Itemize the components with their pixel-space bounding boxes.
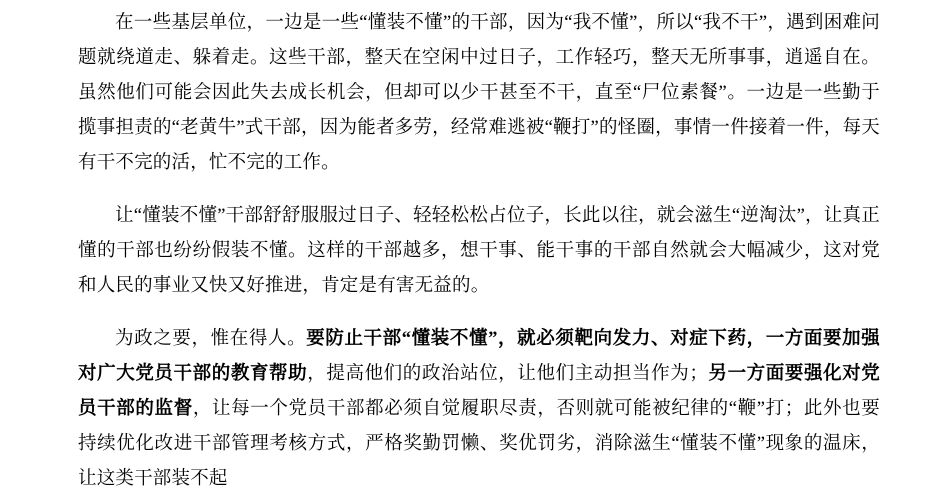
text-run: 让“懂装不懂”干部舒舒服服过日子、轻轻松松占位子，长此以往，就会滋生“逆淘汰”，让真正懂的干部也纷纷假装不懂。这样的干部越多，想干事、能干事的干部自然就会大幅减少，这对党和人民的事业又快又好推进，肯定是有害无益的。 [78, 206, 880, 296]
text-run: ，让每一个党员干部都必须自觉履职尽责，否则就可能被纪律的“鞭”打；此外也要持续优化改进干部管理考核方式，严格奖勤罚懒、奖优罚劣，消除滋生“懂装不懂”现象的温床，让这类干部装不起 [78, 399, 880, 489]
paragraph-2 [78, 199, 880, 304]
text-run: 在一些基层单位，一边是一些“懂装不懂”的干部，因为“我不懂”，所以“我不干”，遇到困难问题就绕道走、躲着走。这些干部，整天在空闲中过日子，工作轻巧，整天无所事事，逍遥自在。虽然他们可能会因此失去成长机会，但却可以少干甚至不干，直至“尸位素餐”。一边是一些勤于揽事担责的“老黄牛”式干部，因为能者多劳，经常难逃被“鞭打”的怪圈，事情一件接着一件，每天有干不完的活，忙不完的工作。 [78, 13, 880, 173]
text-run: 为政之要，惟在得人。 [115, 329, 307, 349]
text-run: ，提高他们的政治站位，让他们主动担当作为； [307, 364, 709, 384]
paragraph-1 [78, 6, 880, 181]
document-body [78, 6, 880, 497]
paragraph-3 [78, 322, 880, 497]
text-run-bold: 要防止干部“懂装不懂”，就必须靶向发力、对症下药，一方面要加强对广大党员干部的教育帮助 [78, 329, 880, 384]
text-run-bold: 另一方面要强化对党员干部的监督 [78, 364, 881, 419]
